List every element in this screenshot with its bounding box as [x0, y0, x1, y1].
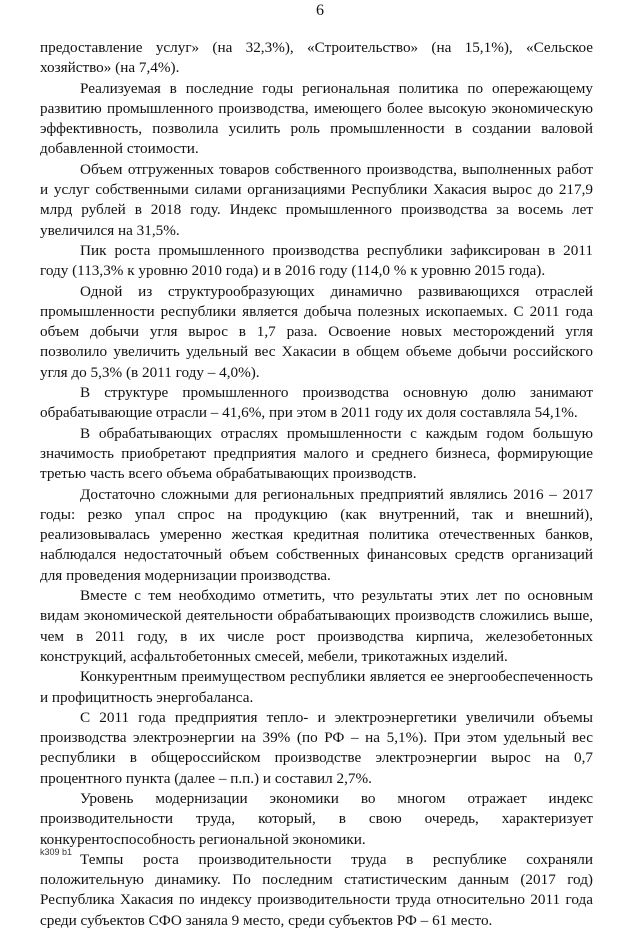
- paragraph-difficult-years: Достаточно сложными для региональных предприятий являлись 2016 – 2017 годы: резко упал спрос на продукцию (как внутренний, так и внешний), реализовывалась умеренно жесткая кредитная политика отечественных банков, наблюдался недостаточный объем собственных финансовых средств организаций для проведения модернизации производства.: [40, 485, 593, 584]
- paragraph-modernization: Уровень модернизации экономики во многом отражает индекс производительности труда, который, в свою очередь, характеризует конкурентоспособность региональной экономики.: [40, 789, 593, 848]
- paragraph-manufacturing-share: В структуре промышленного производства основную долю занимают обрабатывающие отрасли – 41,6%, при этом в 2011 году их доля составляла 54,1%.: [40, 384, 593, 422]
- paragraph-mining: Одной из структурообразующих динамично развивающихся отраслей промышленности республики является добыча полезных ископаемых. С 2011 года объем добычи угля вырос в 1,7 раза. Освоение новых месторождений угля позволило увеличить удельный вес Хакасии в общем объеме добычи российского угля до 5,3% (в 2011 году – 4,0%).: [40, 282, 593, 381]
- footer-document-code: k309 b1: [40, 847, 73, 857]
- paragraph-electricity: С 2011 года предприятия тепло- и электроэнергетики увеличили объемы производства электроэнергии на 39% (по РФ – на 5,1%). При этом удельный вес республики в общероссийском производстве электроэнергии вырос на 0,7 процентного пункта (далее – п.п.) и составил 2,7%.: [40, 708, 593, 787]
- page-number: 6: [316, 2, 324, 19]
- paragraph-energy-advantage: Конкурентным преимуществом республики является ее энергообеспеченность и профицитность энергобаланса.: [40, 668, 593, 706]
- paragraph-shipped-goods: Объем отгруженных товаров собственного производства, выполненных работ и услуг собственными силами организациями Республики Хакасия вырос до 217,9 млрд рублей в 2018 году. Индекс промышленного производства за восемь лет увеличился на 31,5%.: [40, 160, 593, 239]
- paragraph-productivity: Темпы роста производительности труда в республике сохраняли положительную динамику. По последним статистическим данным (2017 год) Республика Хакасия по индексу производительности труда относительно 2011 года среди субъектов СФО заняла 9 место, среди субъектов РФ – 61 место.: [40, 850, 593, 929]
- paragraph-small-business: В обрабатывающих отраслях промышленности с каждым годом большую значимость приобретают предприятия малого и среднего бизнеса, формирующие третью часть всего объема обрабатывающих производств.: [40, 424, 593, 483]
- paragraph-continuation: предоставление услуг» (на 32,3%), «Строительство» (на 15,1%), «Сельское хозяйство» (на 7,4%).: [40, 39, 593, 77]
- document-body: [40, 38, 593, 931]
- paragraph-results: Вместе с тем необходимо отметить, что результаты этих лет по основным видам экономической деятельности обрабатывающих производств сложились выше, чем в 2011 году, в их числе рост производства кирпича, железобетонных конструкций, асфальтобетонных смесей, мебели, трикотажных изделий.: [40, 587, 593, 665]
- paragraph-production-peak: Пик роста промышленного производства республики зафиксирован в 2011 году (113,3% к уровню 2010 года) и в 2016 году (114,0 % к уровню 2015 года).: [40, 241, 593, 280]
- paragraph-industrial-policy: Реализуемая в последние годы региональная политика по опережающему развитию промышленного производства, имеющего более высокую экономическую эффективность, позволила усилить роль промышленности в создании валовой добавленной стоимости.: [40, 79, 593, 158]
